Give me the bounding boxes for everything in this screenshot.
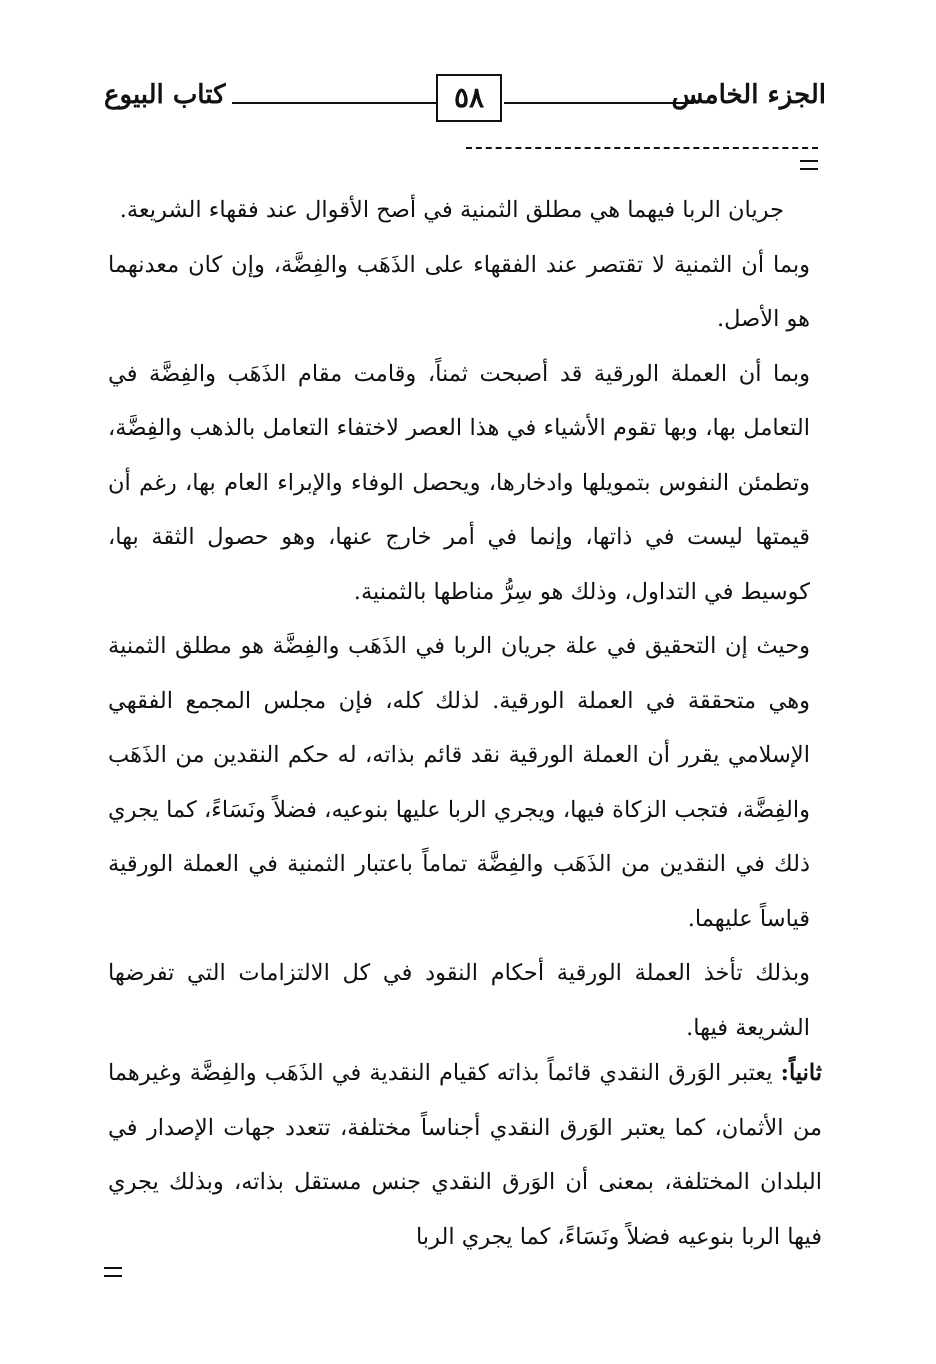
- part-title: الجزء الخامس: [671, 80, 826, 110]
- continuation-mark-bottom: [104, 1267, 122, 1277]
- paragraph: وبذلك تأخذ العملة الورقية أحكام النقود في كل الالتزامات التي تفرضها الشريعة فيها.: [108, 960, 811, 1041]
- continuation-mark-top: [800, 160, 818, 170]
- main-text: [108, 183, 810, 1055]
- second-point-text: يعتبر الوَرق النقدي قائماً بذاته كقيام النقدية في الذَهَب والفِضَّة وغيرهما من الأثمان، كما يعتبر الوَرق النقدي أجناساً مختلفة، تتعدد جهات الإصدار في البلدان المختلفة، بمعنى أن الوَرق النقدي جنس مستقل بذاته، وبذلك يجري فيها الربا بنوعيه فضلاً ونَسَاءً، كما يجري الربا: [108, 1060, 822, 1250]
- second-point: [108, 1046, 822, 1264]
- paragraph: وبما أن العملة الورقية قد أصبحت ثمناً، وقامت مقام الذَهَب والفِضَّة في التعامل بها، وبها تقوم الأشياء في هذا العصر لاختفاء التعامل بالذهب والفِضَّة، وتطمئن النفوس بتمويلها وادخارها، ويحصل الوفاء والإبراء العام بها، رغم أن قيمتها ليست في ذاتها، وإنما في أمر خارج عنها، وهو حصول الثقة بها، كوسيط في التداول، وذلك هو سِرُّ مناطها بالثمنية.: [108, 360, 810, 605]
- paragraph: وحيث إن التحقيق في علة جريان الربا في الذَهَب والفِضَّة هو مطلق الثمنية وهي متحققة في العملة الورقية. لذلك كله، فإن مجلس المجمع الفقهي الإسلامي يقرر أن العملة الورقية نقد قائم بذاته، له حكم النقدين من الذَهَب والفِضَّة، فتجب الزكاة فيها، ويجري الربا عليها بنوعيه، فضلاً ونَسَاءً، كما يجري ذلك في النقدين من الذَهَب والفِضَّة تماماً باعتبار الثمنية في العملة الورقية قياساً عليهما.: [108, 633, 810, 932]
- paragraph: وبما أن الثمنية لا تقتصر عند الفقهاء على الذَهَب والفِضَّة، وإن كان معدنهما هو الأصل.: [108, 251, 810, 332]
- header-rule-left: [232, 102, 438, 104]
- book-title: كتاب البيوع: [104, 80, 226, 110]
- paragraph: جريان الربا فيهما هي مطلق الثمنية في أصح الأقوال عند فقهاء الشريعة.: [119, 197, 784, 223]
- page-number: ٥٨: [436, 74, 502, 122]
- second-point-lead: ثانياً:: [780, 1060, 823, 1086]
- page-header: [104, 74, 826, 134]
- header-rule-right: [504, 102, 694, 104]
- dashed-separator: [466, 147, 818, 149]
- second-point-paragraph: [108, 1046, 822, 1264]
